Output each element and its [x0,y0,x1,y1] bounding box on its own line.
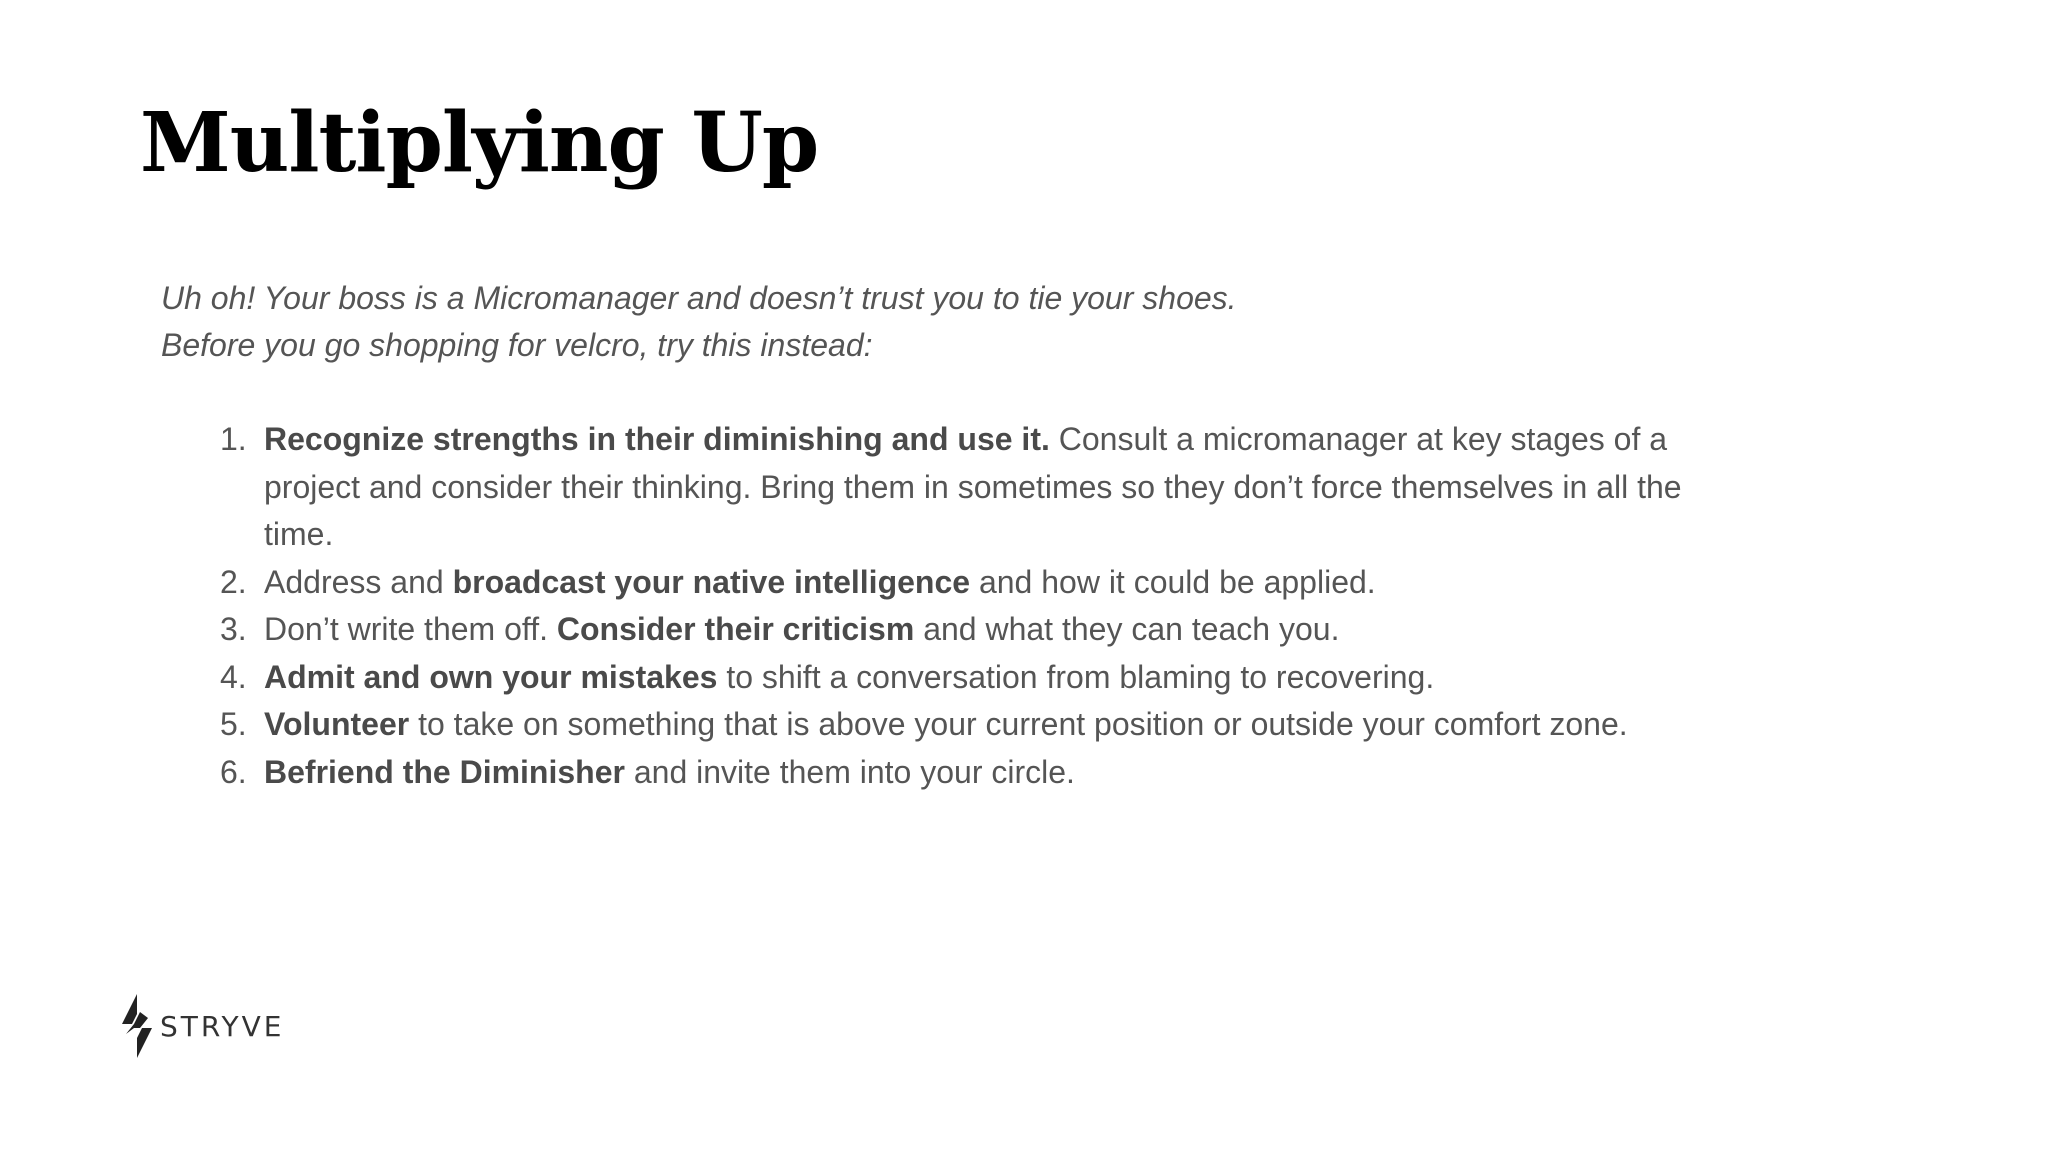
list-item [170,416,1730,559]
intro-line-1: Uh oh! Your boss is a Micromanager and doesn’t trust you to tie your shoes. [161,280,1237,316]
list-number: 5. [220,706,247,742]
intro-line-2: Before you go shopping for velcro, try this instead: [161,327,873,363]
list-item [170,654,1730,702]
list-item-bold: Recognize strengths in their diminishing and use it. [264,421,1050,457]
list-item [170,701,1730,749]
list-item-bold: Consider their criticism [556,611,915,647]
list-number: 1. [220,421,247,457]
stryve-logo [118,994,285,1058]
list-item-text [264,559,1724,607]
tips-list [170,416,1730,796]
list-number: 2. [220,563,247,600]
slide-title: Multiplying Up [140,95,819,191]
list-item-post: and how it could be applied. [970,563,1376,600]
list-item-rest: to shift a conversation from blaming to recovering. [717,658,1435,695]
list-item-rest: to take on something that is above your current position or outside your comfort zone. [409,706,1628,742]
stryve-diamond-icon [118,994,156,1058]
list-item-text [264,749,1724,797]
logo-text: STRYVE [160,1009,285,1043]
list-item-pre: Don’t write them off. [264,611,557,647]
list-item-text [264,701,1724,749]
list-item [170,749,1730,797]
list-item [170,559,1730,607]
list-item-post: and what they can teach you. [914,611,1340,647]
intro-text [161,275,1237,369]
list-number: 4. [220,658,247,695]
list-item-text [264,654,1724,702]
list-item-bold: Befriend the Diminisher [264,753,625,790]
list-item [170,606,1730,654]
list-item-pre: Address and [264,563,453,600]
list-item-bold: Admit and own your mistakes [264,658,718,695]
list-item-bold: broadcast your native intelligence [452,563,971,600]
list-item-rest: Consult a micromanager at key stages of a project and consider their thinking. Bring them in sometimes so they don’t force themselves in all the time. [264,421,1682,552]
list-item-text [264,416,1724,559]
list-item-text [264,606,1724,654]
list-number: 6. [220,753,247,790]
list-number: 3. [220,611,247,647]
list-item-bold: Volunteer [264,706,410,742]
list-item-rest: and invite them into your circle. [624,753,1075,790]
